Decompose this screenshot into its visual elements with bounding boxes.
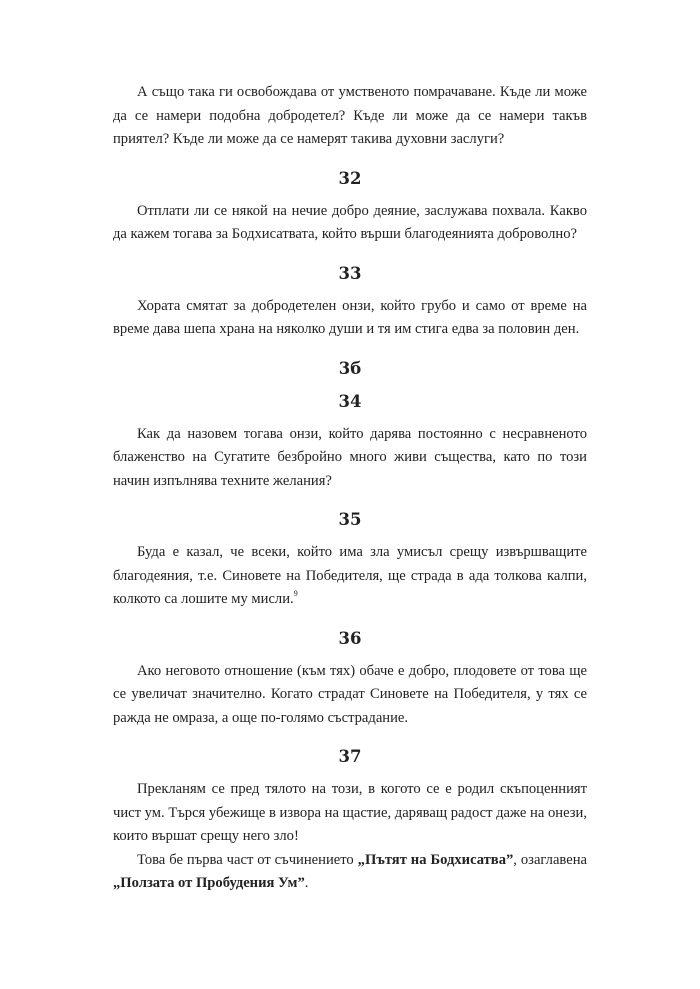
verse-heading-35: 35: [338, 510, 362, 529]
paragraph-verse-35-text: Буда е казал, че всеки, който има зла умисъл срещу извършващите благодеяния, т.е. Синовете на Победителя, ще страда в ада толкова калпи, колкото са лошите му мисли.: [113, 544, 587, 607]
paragraph-verse-32: Отплати ли се някой на нечие добро деяние, заслужава похвала. Какво да кажем тогава за Бодхисатвата, който върши благодеянията доброволно?: [113, 202, 587, 242]
verse-heading-37: 37: [338, 747, 362, 766]
footnote-ref-9[interactable]: 9: [293, 589, 298, 599]
paragraph-intro: А също така ги освобождава от умственото помрачаване. Къде ли може да се намери подобна добродетел? Къде ли може да се намери такъв приятел? Къде ли може да се намерят такива духовни заслуги?: [113, 84, 587, 147]
closing-text-end: .: [304, 875, 309, 891]
part-title: „Ползата от Пробудения Ум”: [113, 875, 305, 891]
verse-heading-3b: 3б: [338, 358, 362, 378]
verse-heading-34: 34: [338, 391, 362, 411]
paragraph-verse-35: [113, 541, 587, 612]
verse-heading-36: 36: [338, 628, 362, 648]
paragraph-verse-33: Хората смятат за добродетелен онзи, който грубо и само от време на време дава шепа храна на няколко души и тя им стига едва за половин ден.: [113, 297, 587, 337]
closing-text-pre: Това бе първа част от съчинението: [137, 851, 358, 868]
verse-heading-33: 33: [338, 263, 362, 283]
work-title: „Пътят на Бодхисатва”: [357, 851, 514, 868]
closing-text-mid: , озаглавена: [513, 851, 587, 868]
paragraph-verse-36: Ако неговото отношение (към тях) обаче е добро, плодовете от това ще се увеличат значително. Когато страдат Синовете на Победителя, у тях се ражда не омраза, а още по-голямо състрадание.: [113, 662, 587, 726]
closing-paragraph: [113, 849, 587, 896]
paragraph-verse-34: Как да назовем тогава онзи, който дарява постоянно с несравненото блаженство на Сугатите безбройно много живи същества, като по този начин изпълнява техните желания?: [113, 425, 587, 489]
paragraph-verse-37: Прекланям се пред тялото на този, в когото се е родил скъпоценният чист ум. Търся убежище в извора на щастие, даряващ радост даже на онези, които вършат срещу него зло!: [113, 781, 587, 844]
verse-heading-32: 32: [338, 168, 362, 188]
